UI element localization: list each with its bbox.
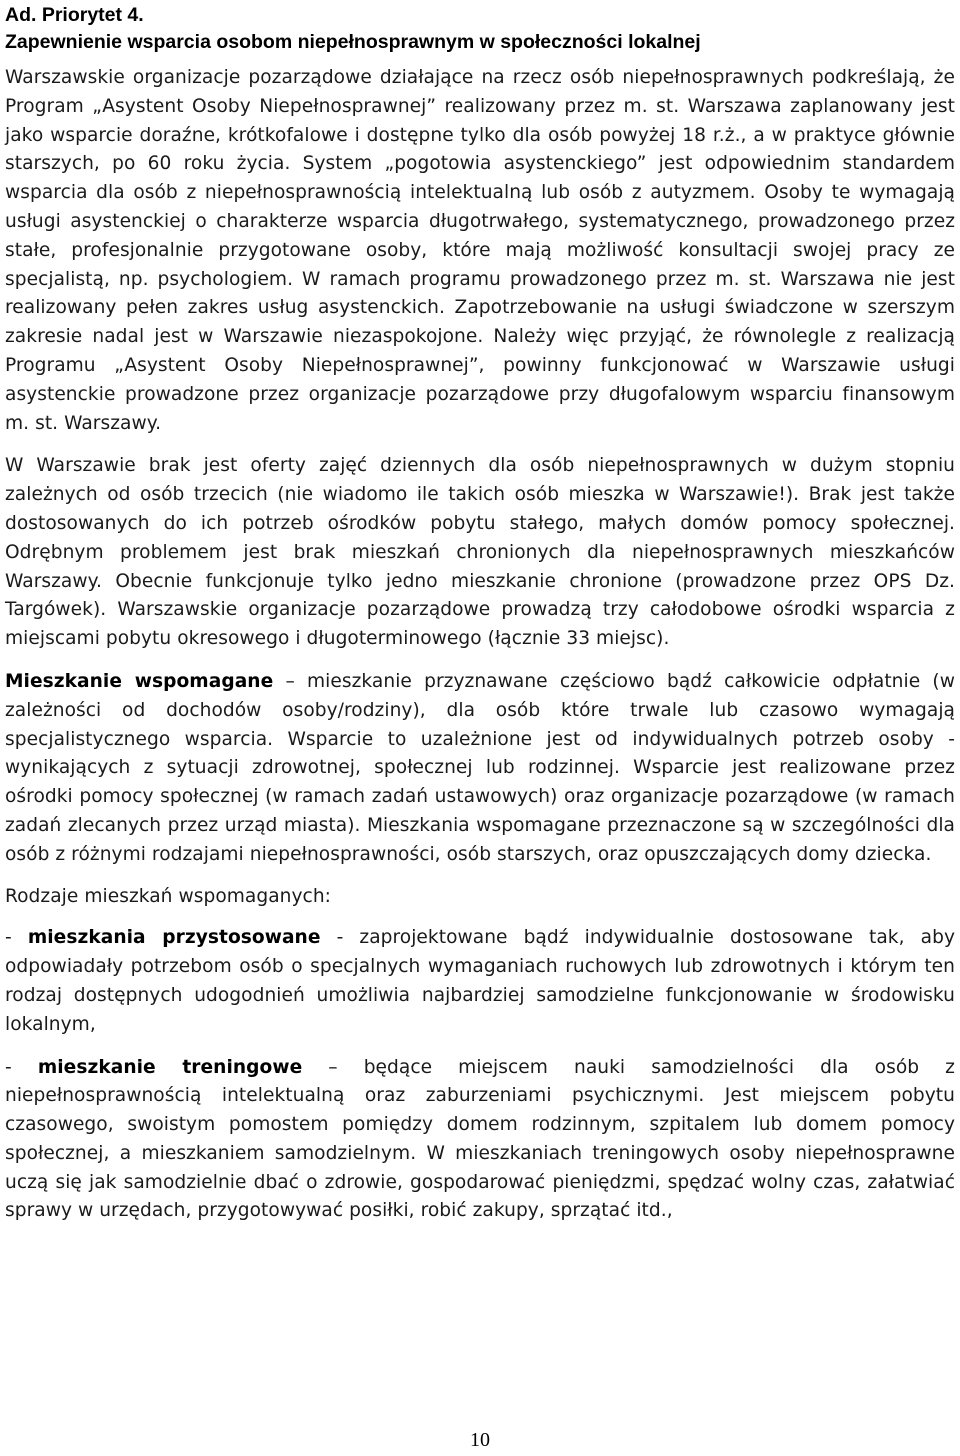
paragraph-supported-housing	[5, 668, 955, 870]
paragraph-assistant-program: Warszawskie organizacje pozarządowe działające na rzecz osób niepełnosprawnych podkreślają, że Program „Asystent Osoby Niepełnosprawnej” realizowany przez m. st. Warszawa zaplanowany jest jako wsparcie doraźne, krótkofalowe i dostępne tylko dla osób powyżej 18 r.ż., a w praktyce głównie starszych, po 60 roku życia. System „pogotowia asystenckiego” jest odpowiednim standardem wsparcia dla osób z niepełnosprawnością intelektualną lub osób z autyzmem. Osoby te wymagają usługi asystenckiej o charakterze wsparcia długotrwałego, systematycznego, prowadzonego przez stałe, profesjonalnie przygotowane osoby, które mają możliwość konsultacji swojej pracy ze specjalistą, np. psychologiem. W ramach programu prowadzonego przez m. st. Warszawa nie jest realizowany pełen zakres usług asystenckich. Zapotrzebowanie na usługi świadczone w szerszym zakresie nadal jest w Warszawie niezaspokojone. Należy więc przyjąć, że równolegle z realizacją Programu „Asystent Osoby Niepełnosprawnej”, powinny funkcjonować w Warszawie usługi asystenckie prowadzone przez organizacje pozarządowe przy długofalowym wsparciu finansowym m. st. Warszawy.	[5, 67, 955, 434]
section-title: Zapewnienie wsparcia osobom niepełnosprawnym w społeczności lokalnej	[5, 31, 701, 53]
priority-heading: Ad. Priorytet 4.	[5, 4, 144, 26]
definition-supported-housing: – mieszkanie przyznawane częściowo bądź całkowicie odpłatnie (w zależności od dochodów osoby/rodziny), dla osób które trwale lub czasowo wymagają specjalistycznego wsparcia. Wsparcie to uzależnione jest od indywidualnych potrzeb osoby - wynikających z sytuacji zdrowotnej, społecznej lub rodzinnej. Wsparcie jest realizowane przez ośrodki pomocy społecznej (w ramach zadań ustawowych) oraz organizacje pozarządowe (w ramach zadań zlecanych przez urząd miasta). Mieszkania wspomagane przeznaczone są w szczególności dla osób z różnymi rodzajami niepełnosprawności, osób starszych, oraz opuszczających domy dziecka.	[5, 670, 955, 865]
paragraph-day-care-shortage: W Warszawie brak jest oferty zajęć dziennych dla osób niepełnosprawnych w dużym stopniu zależnych od osób trzecich (nie wiadomo ile takich osób mieszka w Warszawie!). Brak jest także dostosowanych do ich potrzeb ośrodków pobytu stałego, małych domów pomocy społecznej. Odrębnym problemem jest brak mieszkań chronionych dla niepełnosprawnych mieszkańców Warszawy. Obecnie funkcjonuje tylko jedno mieszkanie chronione (prowadzone przez OPS Dz. Targówek). Warszawskie organizacje pozarządowe prowadzą trzy całodobowe ośrodki wsparcia z miejscami pobytu okresowego i długoterminowego (łącznie 33 miejsc).	[5, 455, 955, 650]
term-training-housing: mieszkanie treningowe	[37, 1056, 303, 1078]
term-adapted-housing: mieszkania przystosowane	[27, 927, 321, 949]
definition-training-housing: – będące miejscem nauki samodzielności dla osób z niepełnosprawnością intelektualną oraz zaburzeniami psychicznymi. Jest miejscem pobytu czasowego, swoistym pomostem pomiędzy domem rodzinnym, szpitalem lub domem pomocy społecznej, a mieszkaniem samodzielnym. W mieszkaniach treningowych osoby niepełnosprawne uczą się jak samodzielnie dbać o zdrowie, gospodarować pieniędzmi, spędzać wolny czas, załatwiać sprawy w urzędach, przygotowywać posiłki, robić zakupy, sprzątać itd.,	[5, 1056, 955, 1222]
document-page	[5, 0, 955, 1226]
list-item-adapted-housing	[5, 924, 955, 1039]
definition-adapted-housing: - zaprojektowane bądź indywidualnie dostosowane tak, aby odpowiadały potrzebom osób o specjalnych wymaganiach ruchowych lub zdrowotnych i którym ten rodzaj dostępnych udogodnień umożliwia najbardziej samodzielne funkcjonowanie w środowisku lokalnym,	[5, 927, 955, 1035]
list-dash: -	[5, 1056, 38, 1078]
list-item-training-housing	[5, 1054, 955, 1227]
page-number: 10	[470, 1429, 490, 1451]
term-supported-housing: Mieszkanie wspomagane	[5, 670, 274, 692]
paragraph-housing-types: Rodzaje mieszkań wspomaganych:	[5, 885, 331, 907]
list-dash: -	[5, 927, 28, 949]
